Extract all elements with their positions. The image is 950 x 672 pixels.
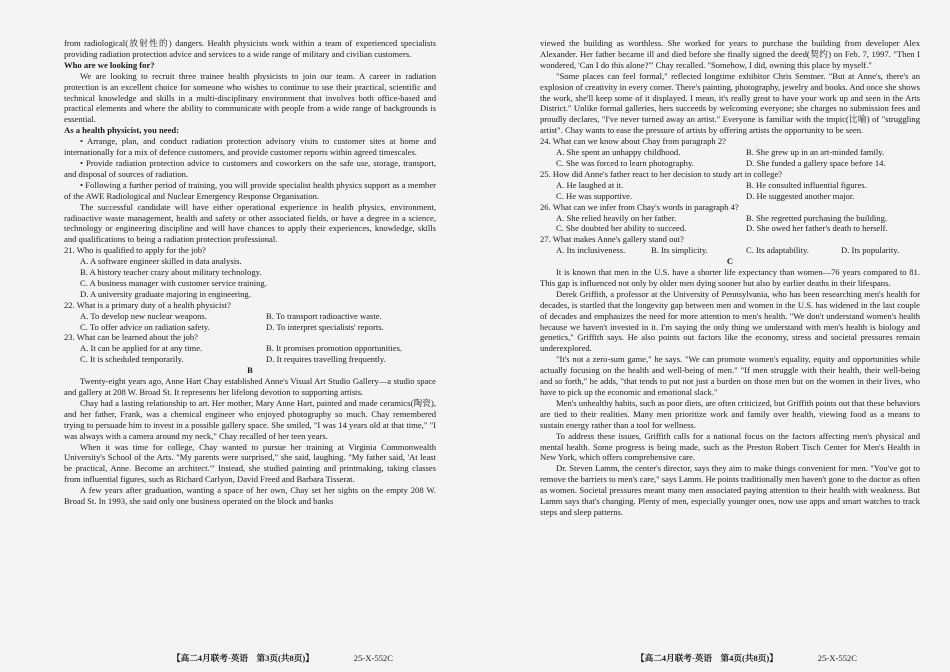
option: C. A business manager with customer service training. — [80, 277, 267, 288]
option: A. She spent an unhappy childhood. — [556, 147, 681, 158]
question-23 — [64, 332, 436, 365]
c-paragraph-2: Derek Griffith, a professor at the University of Pennsylvania, who has been researching men's health for decades, is startled that the longevity gap between men and women in the U.S. has widened in the last couple of decades and emphasizes the need for more attention to men's health. "We don't understand women's health because we haven't invested in it. I'm saying the only thing we understand with men's health is biology and genetics," Griffith says. He also points out factors like the economy, stress and societal pressures remain underexplored. — [540, 288, 920, 354]
need-item: • Following a further period of training, you will provide specialist health physics support as a member of the AWE Radiological and Nuclear Emergency Response Organisation. — [64, 179, 436, 201]
exam-code: 25-X-552C — [353, 653, 393, 663]
question-24 — [540, 136, 920, 169]
option: C. She doubted her ability to succeed. — [556, 223, 687, 234]
option: C. Its adaptability. — [746, 245, 809, 256]
option: B. He consulted influential figures. — [746, 179, 867, 190]
page-label: 【高二4月联考·英语 第3页(共8页)】 — [172, 653, 314, 663]
page-label: 【高二4月联考·英语 第4页(共8页)】 — [636, 653, 778, 663]
question-27 — [540, 234, 920, 256]
need-item: • Provide radiation protection advice to customers and coworkers on the safe use, storage, transport, and disposal of sources of radiation. — [64, 157, 436, 179]
option: A. He laughed at it. — [556, 179, 624, 190]
question-stem: 27. What makes Anne's gallery stand out? — [540, 234, 684, 245]
b-paragraph-continued: viewed the building as worthless. She worked for years to purchase the building from developer Alex Alexander. Her father became ill and died before she finally signed the deed(契约) on Feb. 7, 1997. "Then I wondered, 'Can I do this alone?'" Chay recalled. "Somehow, I did, owning this place by myself." — [540, 38, 920, 70]
option: D. A university graduate majoring in engineering. — [80, 288, 251, 299]
who-paragraph: We are looking to recruit three trainee health physicists to join our team. A career in radiation protection is an excellent choice for someone who wishes to continue to use their practical, scientific and technical knowledge and skills in a multi-disciplinary environment that involves both office-based and practical elements and where the ability to communicate with people from a wide range of backgrounds is essential. — [64, 70, 436, 125]
option: A. She relied heavily on her father. — [556, 212, 677, 223]
question-stem: 26. What can we infer from Chay's words in paragraph 4? — [540, 201, 739, 212]
need-heading: As a health physicist, you need: — [64, 125, 180, 136]
option: B. She regretted purchasing the building. — [746, 212, 888, 223]
option: D. He suggested another major. — [746, 190, 855, 201]
b-paragraph-2: Chay had a lasting relationship to art. Her mother, Mary Anne Hart, painted and made ceramics(陶瓷), and her father, Frank, was a chemical engineer who enjoyed photography so much. Chay remembered trying to persuade him to invest in a possible gallery space. She smiled, "I was 14 years old at that time," "I was always with a camera around my neck," Chay recalled of her teen years. — [64, 397, 436, 441]
c-paragraph-5: To address these issues, Griffith calls for a national focus on the factors affecting men's physical and mental health. Some progress is being made, such as the Preston Robert Tisch Center for Men's Health in New York, which offers comprehensive care. — [540, 430, 920, 463]
question-stem: 21. Who is qualified to apply for the job? — [64, 245, 206, 256]
option: D. She owed her father's death to herself. — [746, 223, 888, 234]
c-paragraph-3: "It's not a zero-sum game," he says. "We can promote women's equality, equity and opportunities while actually focusing on the health and well-being of men." "If men struggle with their health, their well-being and so forth," he adds, "that tends to put not just a burden on those men but on the women in their lives, who have to pick up the economic and emotional slack." — [540, 354, 920, 397]
c-paragraph-4: Men's unhealthy habits, such as poor diets, are often criticized, but Griffith points out that these behaviors are tied to their realities. Many men prioritize work and family over health, viewing food as a means to sustain energy rather than a tool for wellness. — [540, 397, 920, 430]
option: A. Its inclusiveness. — [556, 245, 626, 256]
right-column — [540, 38, 920, 518]
question-stem: 25. How did Anne's father react to her decision to study art in college? — [540, 168, 783, 179]
question-stem: 23. What can be learned about the job? — [64, 332, 198, 343]
option: C. He was supportive. — [556, 190, 633, 201]
left-column — [64, 38, 436, 507]
section-b-heading: B — [247, 365, 253, 376]
option: A. It can be applied for at any time. — [80, 343, 203, 354]
c-paragraph-1: It is known that men in the U.S. have a shorter life expectancy than women—76 years compared to 81. This gap is influenced not only by older men dying sooner but also by earlier deaths in their lifespans. — [540, 267, 920, 288]
b-paragraph-5: "Some places can feel formal," reflected longtime exhibitor Chris Semtner. "But at Anne's, there's an explosion of creativity in every corner. There's painting, photography, jewelry and books. And once she shows the work, she'll keep some of it displayed. I mean, it's really great to have your work up and seen in the Arts District." Unlike formal galleries, hers succeeds by welcoming everyone; she charges no submission fees and proudly declares, "I've never turned away an artist." Everyone is familiar with the tmpic(比喻) of "struggling artist". Chay wants to ease the pressure of artists by offering artists the opportunity to be seen. — [540, 70, 920, 136]
who-heading: Who are we looking for? — [64, 59, 155, 70]
option: A. To develop new nuclear weapons. — [80, 310, 207, 321]
option: B. A history teacher crazy about military technology. — [80, 267, 262, 278]
option: B. To transport radioactive waste. — [266, 310, 382, 321]
option: B. Its simplicity. — [651, 245, 708, 256]
option: D. It requires travelling frequently. — [266, 354, 386, 365]
option: D. Its popularity. — [841, 245, 900, 256]
exam-code: 25-X-552C — [817, 653, 857, 663]
option: D. To interpret specialists' reports. — [266, 321, 384, 332]
b-paragraph-3: When it was time for college, Chay wanted to pursue her training at Virginia Commonwealth University's School of the Arts. "My parents were surprised," she said, laughing. "My father said, 'At least be practical, Anne. Become an architect.'" Instead, she studied painting and printmaking, taking classes from influential figures, such as Richard Carlyon, David Freed and Barbara Tisserat. — [64, 441, 436, 485]
option: C. To offer advice on radiation safety. — [80, 321, 210, 332]
right-footer — [636, 652, 857, 664]
left-footer — [172, 652, 393, 664]
option: B. It promises promotion opportunities. — [266, 343, 403, 354]
b-paragraph-4: A few years after graduation, wanting a space of her own, Chay set her sights on the empty 208 W. Broad St. In 1993, she said only one business operated on the block and banks — [64, 485, 436, 507]
intro-paragraph: from radiological(放射性的) dangers. Health physicists work within a team of experienced specialists providing radiation protection advice and services to a wide range of military and civilian customers. — [64, 38, 436, 59]
option: C. She was forced to learn photography. — [556, 157, 694, 168]
question-21 — [64, 245, 436, 300]
question-25 — [540, 169, 920, 202]
question-stem: 24. What can we know about Chay from paragraph 2? — [540, 136, 726, 147]
question-22 — [64, 300, 436, 333]
option: A. A software engineer skilled in data analysis. — [80, 256, 242, 267]
section-c-heading: C — [726, 256, 734, 267]
b-paragraph-1: Twenty-eight years ago, Anne Hart Chay established Anne's Visual Art Studio Gallery—a studio space and gallery at 208 W. Broad St. It represents her lifelong devotion to supporting artists. — [64, 376, 436, 397]
candidate-paragraph: The successful candidate will have either operational experience in health physics, environment, radioactive waste management, health and safety or other associated fields, or have a degree in a science, technology or engineering discipline and will have chances to apply their experiences, knowledge, skills and qualifications to being a radiation protection professional. — [64, 201, 436, 245]
option: B. She grew up in an art-minded family. — [746, 147, 885, 158]
question-26 — [540, 202, 920, 235]
option: D. She funded a gallery space before 14. — [746, 157, 886, 168]
question-stem: 22. What is a primary duty of a health physicist? — [64, 299, 231, 310]
c-paragraph-6: Dr. Steven Lamm, the center's director, says they aim to make things convenient for men. "You've got to remove the barriers to men's care," says Lamm. He points traditionally men haven't gone to the doctor as often as women. Societal pressures meant many men associated paying attention to their health with weakness. But Lamm says that's changing. Plenty of men, especially younger ones, now use apps and smart watches to track steps and sleep patterns. — [540, 463, 920, 517]
need-item: • Arrange, plan, and conduct radiation protection advisory visits to customer sites at home and internationally for a mix of defence customers, and provide customer reports within agreed timescales. — [64, 136, 436, 158]
option: C. It is scheduled temporarily. — [80, 354, 184, 365]
